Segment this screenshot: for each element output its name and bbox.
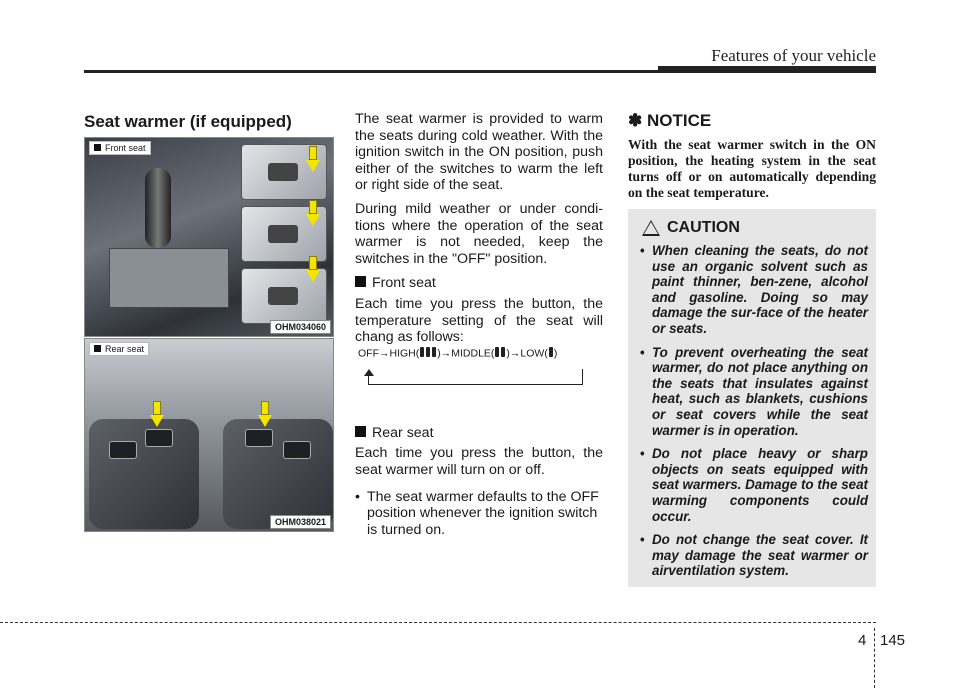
notice-text: With the seat warmer switch in the ON position, the heating system in the seat turns off or on automatically depending on the seat temperature.	[628, 137, 876, 200]
rear-door-left-illustration	[89, 419, 199, 529]
figure-label-rear: Rear seat	[89, 342, 149, 356]
front-seat-paragraph: Each time you press the button, the temperature setting of the seat will chang as follows:	[355, 295, 603, 346]
gear-shift-illustration	[145, 168, 171, 248]
warning-triangle-icon	[642, 220, 660, 236]
rear-seat-figure	[84, 338, 334, 532]
press-arrow-icon	[309, 200, 317, 214]
heat-level-3-icon	[419, 347, 437, 360]
section-number: 4	[858, 632, 867, 649]
figure-code-front: OHM034060	[270, 320, 331, 334]
caution-item: • To prevent overheating the seat warmer, do not place anything on the seats that insulates against heat, such as blankets, cushions or seat covers while the seat warmer is in operation.	[640, 344, 868, 438]
rear-seat-subhead: Rear seat	[355, 425, 603, 442]
temperature-sequence-diagram: OFF→HIGH( )→MIDDLE( )→LOW( )	[358, 347, 608, 395]
caution-item: • Do not place heavy or sharp objects on seats equipped with seat warmers. Damage to the seat warming components could occur.	[640, 446, 868, 524]
notice-block	[628, 111, 876, 201]
press-arrow-icon	[309, 256, 317, 270]
section-title: Seat warmer (if equipped)	[84, 112, 292, 131]
header-rule-accent	[658, 66, 876, 73]
footer-rule	[0, 622, 876, 623]
figure-code-rear: OHM038021	[270, 515, 331, 529]
console-panel-illustration	[109, 248, 229, 308]
press-arrow-icon	[150, 415, 164, 427]
square-bullet-icon	[355, 426, 366, 437]
rear-door-right-illustration	[223, 419, 333, 529]
front-seat-subhead: Front seat	[355, 275, 603, 292]
caution-box	[628, 209, 876, 587]
notice-heading: ✽ NOTICE	[628, 111, 712, 130]
caution-list	[640, 243, 868, 579]
caution-item: • When cleaning the seats, do not use an organic solvent such as paint thinner, ben-zene, alcohol and gasoline. Doing so may damage the sur-face of the heater or seats.	[640, 243, 868, 336]
press-arrow-icon	[306, 214, 320, 226]
intro-paragraph: The seat warmer is provided to warm the seats during cold weather. With the ignition switch in the ON position, push either of the switches to warm the left or right side of the seat.	[355, 111, 603, 194]
caution-heading: CAUTION	[640, 219, 868, 237]
heat-level-2-icon	[494, 347, 506, 360]
front-seat-figure	[84, 137, 334, 337]
press-arrow-icon	[261, 401, 269, 415]
loop-arrow-icon	[364, 369, 374, 376]
mild-weather-paragraph: During mild weather or under condi-tions where the operation of the seat warmer is not needed, keep the switches in the "OFF" position.	[355, 200, 603, 267]
press-arrow-icon	[258, 415, 272, 427]
caution-item: • Do not change the seat cover. It may damage the seat warmer or airventilation system.	[640, 532, 868, 579]
page-number: 145	[880, 632, 906, 649]
page-number-divider	[874, 628, 875, 688]
press-arrow-icon	[306, 160, 320, 172]
figure-label-front: Front seat	[89, 141, 151, 155]
press-arrow-icon	[153, 401, 161, 415]
default-off-bullet: • The seat warmer defaults to the OFF position whenever the ignition switch is turned on.	[355, 488, 599, 538]
body-column	[355, 111, 603, 538]
running-header: Features of your vehicle	[711, 46, 876, 65]
press-arrow-icon	[306, 270, 320, 282]
press-arrow-icon	[309, 146, 317, 160]
rear-seat-paragraph: Each time you press the button, the seat warmer will turn on or off.	[355, 445, 603, 478]
square-bullet-icon	[355, 276, 366, 287]
